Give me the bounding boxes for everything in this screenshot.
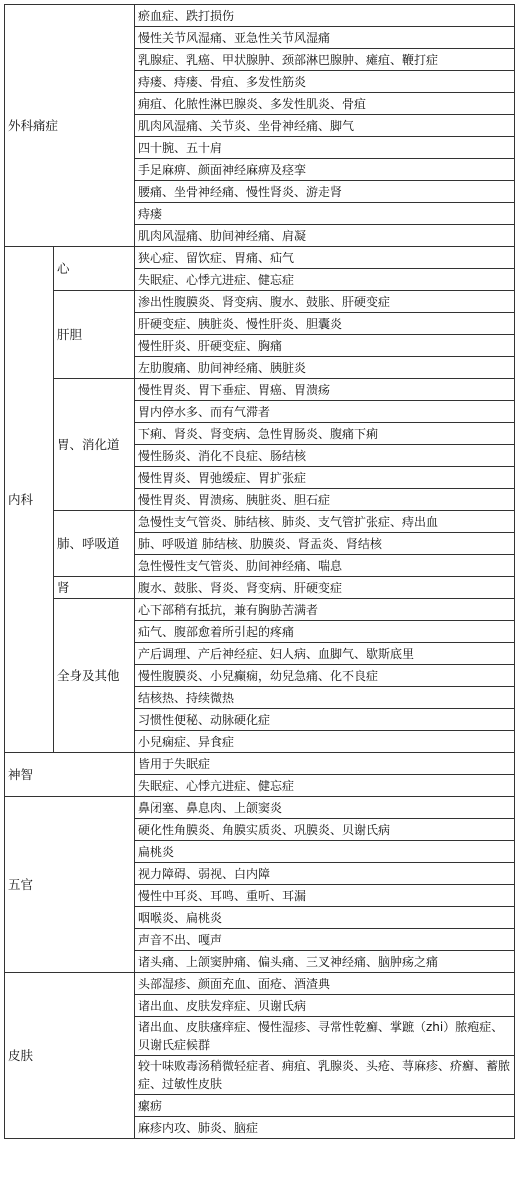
indication-cell: 腰痛、坐骨神经痛、慢性肾炎、游走肾	[135, 181, 515, 203]
indication-cell: 诸出血、皮肤瘙痒症、慢性湿疹、寻常性乾癬、掌蹠（zhi）脓疱症、贝谢氏症候群	[135, 1017, 515, 1056]
table-row	[5, 599, 515, 621]
indication-cell: 肝硬变症、胰脏炎、慢性肝炎、胆囊炎	[135, 313, 515, 335]
indication-cell: 皆用于失眠症	[135, 753, 515, 775]
indication-table-body	[5, 5, 515, 1139]
indication-cell: 失眠症、心悸亢进症、健忘症	[135, 775, 515, 797]
indication-cell: 慢性胃炎、胃下垂症、胃癌、胃溃疡	[135, 379, 515, 401]
indication-cell: 慢性腹膜炎、小兒癫痫，幼兒急痛、化不良症	[135, 665, 515, 687]
indication-cell: 肌肉风湿痛、关节炎、坐骨神经痛、脚气	[135, 115, 515, 137]
indication-cell: 肌肉风湿痛、肋间神经痛、肩凝	[135, 225, 515, 247]
indication-cell: 慢性关节风湿痛、亚急性关节风湿痛	[135, 27, 515, 49]
category-cell: 五官	[5, 797, 135, 973]
table-row	[5, 973, 515, 995]
indication-table	[4, 4, 515, 1139]
indication-cell: 硬化性角膜炎、角膜实质炎、巩膜炎、贝谢氏病	[135, 819, 515, 841]
indication-cell: 麻疹内攻、肺炎、脑症	[135, 1117, 515, 1139]
indication-cell: 视力障碍、弱视、白内障	[135, 863, 515, 885]
subcategory-cell: 肝胆	[54, 291, 135, 379]
indication-cell: 渗出性腹膜炎、肾变病、腹水、鼓胀、肝硬变症	[135, 291, 515, 313]
indication-cell: 瘰疬	[135, 1095, 515, 1117]
table-row	[5, 5, 515, 27]
indication-cell: 失眠症、心悸亢进症、健忘症	[135, 269, 515, 291]
subcategory-cell: 胃、消化道	[54, 379, 135, 511]
indication-cell: 头部湿疹、颜面充血、面疮、酒渣典	[135, 973, 515, 995]
indication-cell: 慢性肝炎、肝硬变症、胸痛	[135, 335, 515, 357]
table-row	[5, 291, 515, 313]
subcategory-cell: 肺、呼吸道	[54, 511, 135, 577]
table-row	[5, 511, 515, 533]
indication-cell: 较十味败毒汤稍微轻症者、痈疽、乳腺炎、头疮、荨麻疹、疥癬、蓄脓症、过敏性皮肤	[135, 1056, 515, 1095]
category-cell: 外科痛症	[5, 5, 135, 247]
indication-cell: 疝气、腹部愈着所引起的疼痛	[135, 621, 515, 643]
category-cell: 内科	[5, 247, 54, 753]
table-row	[5, 247, 515, 269]
indication-cell: 习惯性便秘、动脉硬化症	[135, 709, 515, 731]
indication-cell: 瘀血症、跌打损伤	[135, 5, 515, 27]
indication-cell: 肺、呼吸道 肺结核、肋膜炎、肾盂炎、肾结核	[135, 533, 515, 555]
indication-cell: 痔瘘	[135, 203, 515, 225]
subcategory-cell: 肾	[54, 577, 135, 599]
indication-cell: 诸头痛、上颌窦肿痛、偏头痛、三叉神经痛、脑肿疡之痛	[135, 951, 515, 973]
indication-cell: 慢性肠炎、消化不良症、肠结核	[135, 445, 515, 467]
indication-cell: 急慢性支气管炎、肺结核、肺炎、支气管扩张症、痔出血	[135, 511, 515, 533]
indication-cell: 乳腺症、乳癌、甲状腺肿、颈部淋巴腺肿、瘫疽、鞭打症	[135, 49, 515, 71]
table-row	[5, 577, 515, 599]
indication-cell: 腹水、鼓胀、肾炎、肾变病、肝硬变症	[135, 577, 515, 599]
indication-cell: 下痢、肾炎、肾变病、急性胃肠炎、腹痛下痢	[135, 423, 515, 445]
indication-cell: 胃内停水多、而有气滞者	[135, 401, 515, 423]
indication-cell: 咽喉炎、扁桃炎	[135, 907, 515, 929]
indication-cell: 四十腕、五十肩	[135, 137, 515, 159]
table-row	[5, 379, 515, 401]
indication-cell: 声音不出、嘎声	[135, 929, 515, 951]
table-row	[5, 797, 515, 819]
indication-cell: 急性慢性支气管炎、肋间神经痛、喘息	[135, 555, 515, 577]
indication-cell: 鼻闭塞、鼻息肉、上颌窦炎	[135, 797, 515, 819]
indication-cell: 慢性中耳炎、耳鸣、重听、耳漏	[135, 885, 515, 907]
subcategory-cell: 心	[54, 247, 135, 291]
indication-cell: 慢性胃炎、胃弛缓症、胃扩张症	[135, 467, 515, 489]
indication-cell: 产后调理、产后神经症、妇人病、血脚气、歇斯底里	[135, 643, 515, 665]
indication-cell: 手足麻痹、颜面神经麻痹及痉挛	[135, 159, 515, 181]
indication-table-container	[4, 4, 515, 1139]
subcategory-cell: 全身及其他	[54, 599, 135, 753]
indication-cell: 诸出血、皮肤发痒症、贝谢氏病	[135, 995, 515, 1017]
table-row	[5, 753, 515, 775]
indication-cell: 痔瘘、痔瘘、骨疽、多发性筋炎	[135, 71, 515, 93]
indication-cell: 心下部稍有抵抗，兼有胸胁苦满者	[135, 599, 515, 621]
indication-cell: 慢性胃炎、胃溃疡、胰脏炎、胆石症	[135, 489, 515, 511]
indication-cell: 狭心症、留饮症、胃痛、疝气	[135, 247, 515, 269]
indication-cell: 痈疽、化脓性淋巴腺炎、多发性肌炎、骨疽	[135, 93, 515, 115]
category-cell: 神智	[5, 753, 135, 797]
category-cell: 皮肤	[5, 973, 135, 1139]
indication-cell: 结核热、持续微热	[135, 687, 515, 709]
indication-cell: 小兒痫症、异食症	[135, 731, 515, 753]
indication-cell: 扁桃炎	[135, 841, 515, 863]
indication-cell: 左肋腹痛、肋间神经痛、胰脏炎	[135, 357, 515, 379]
